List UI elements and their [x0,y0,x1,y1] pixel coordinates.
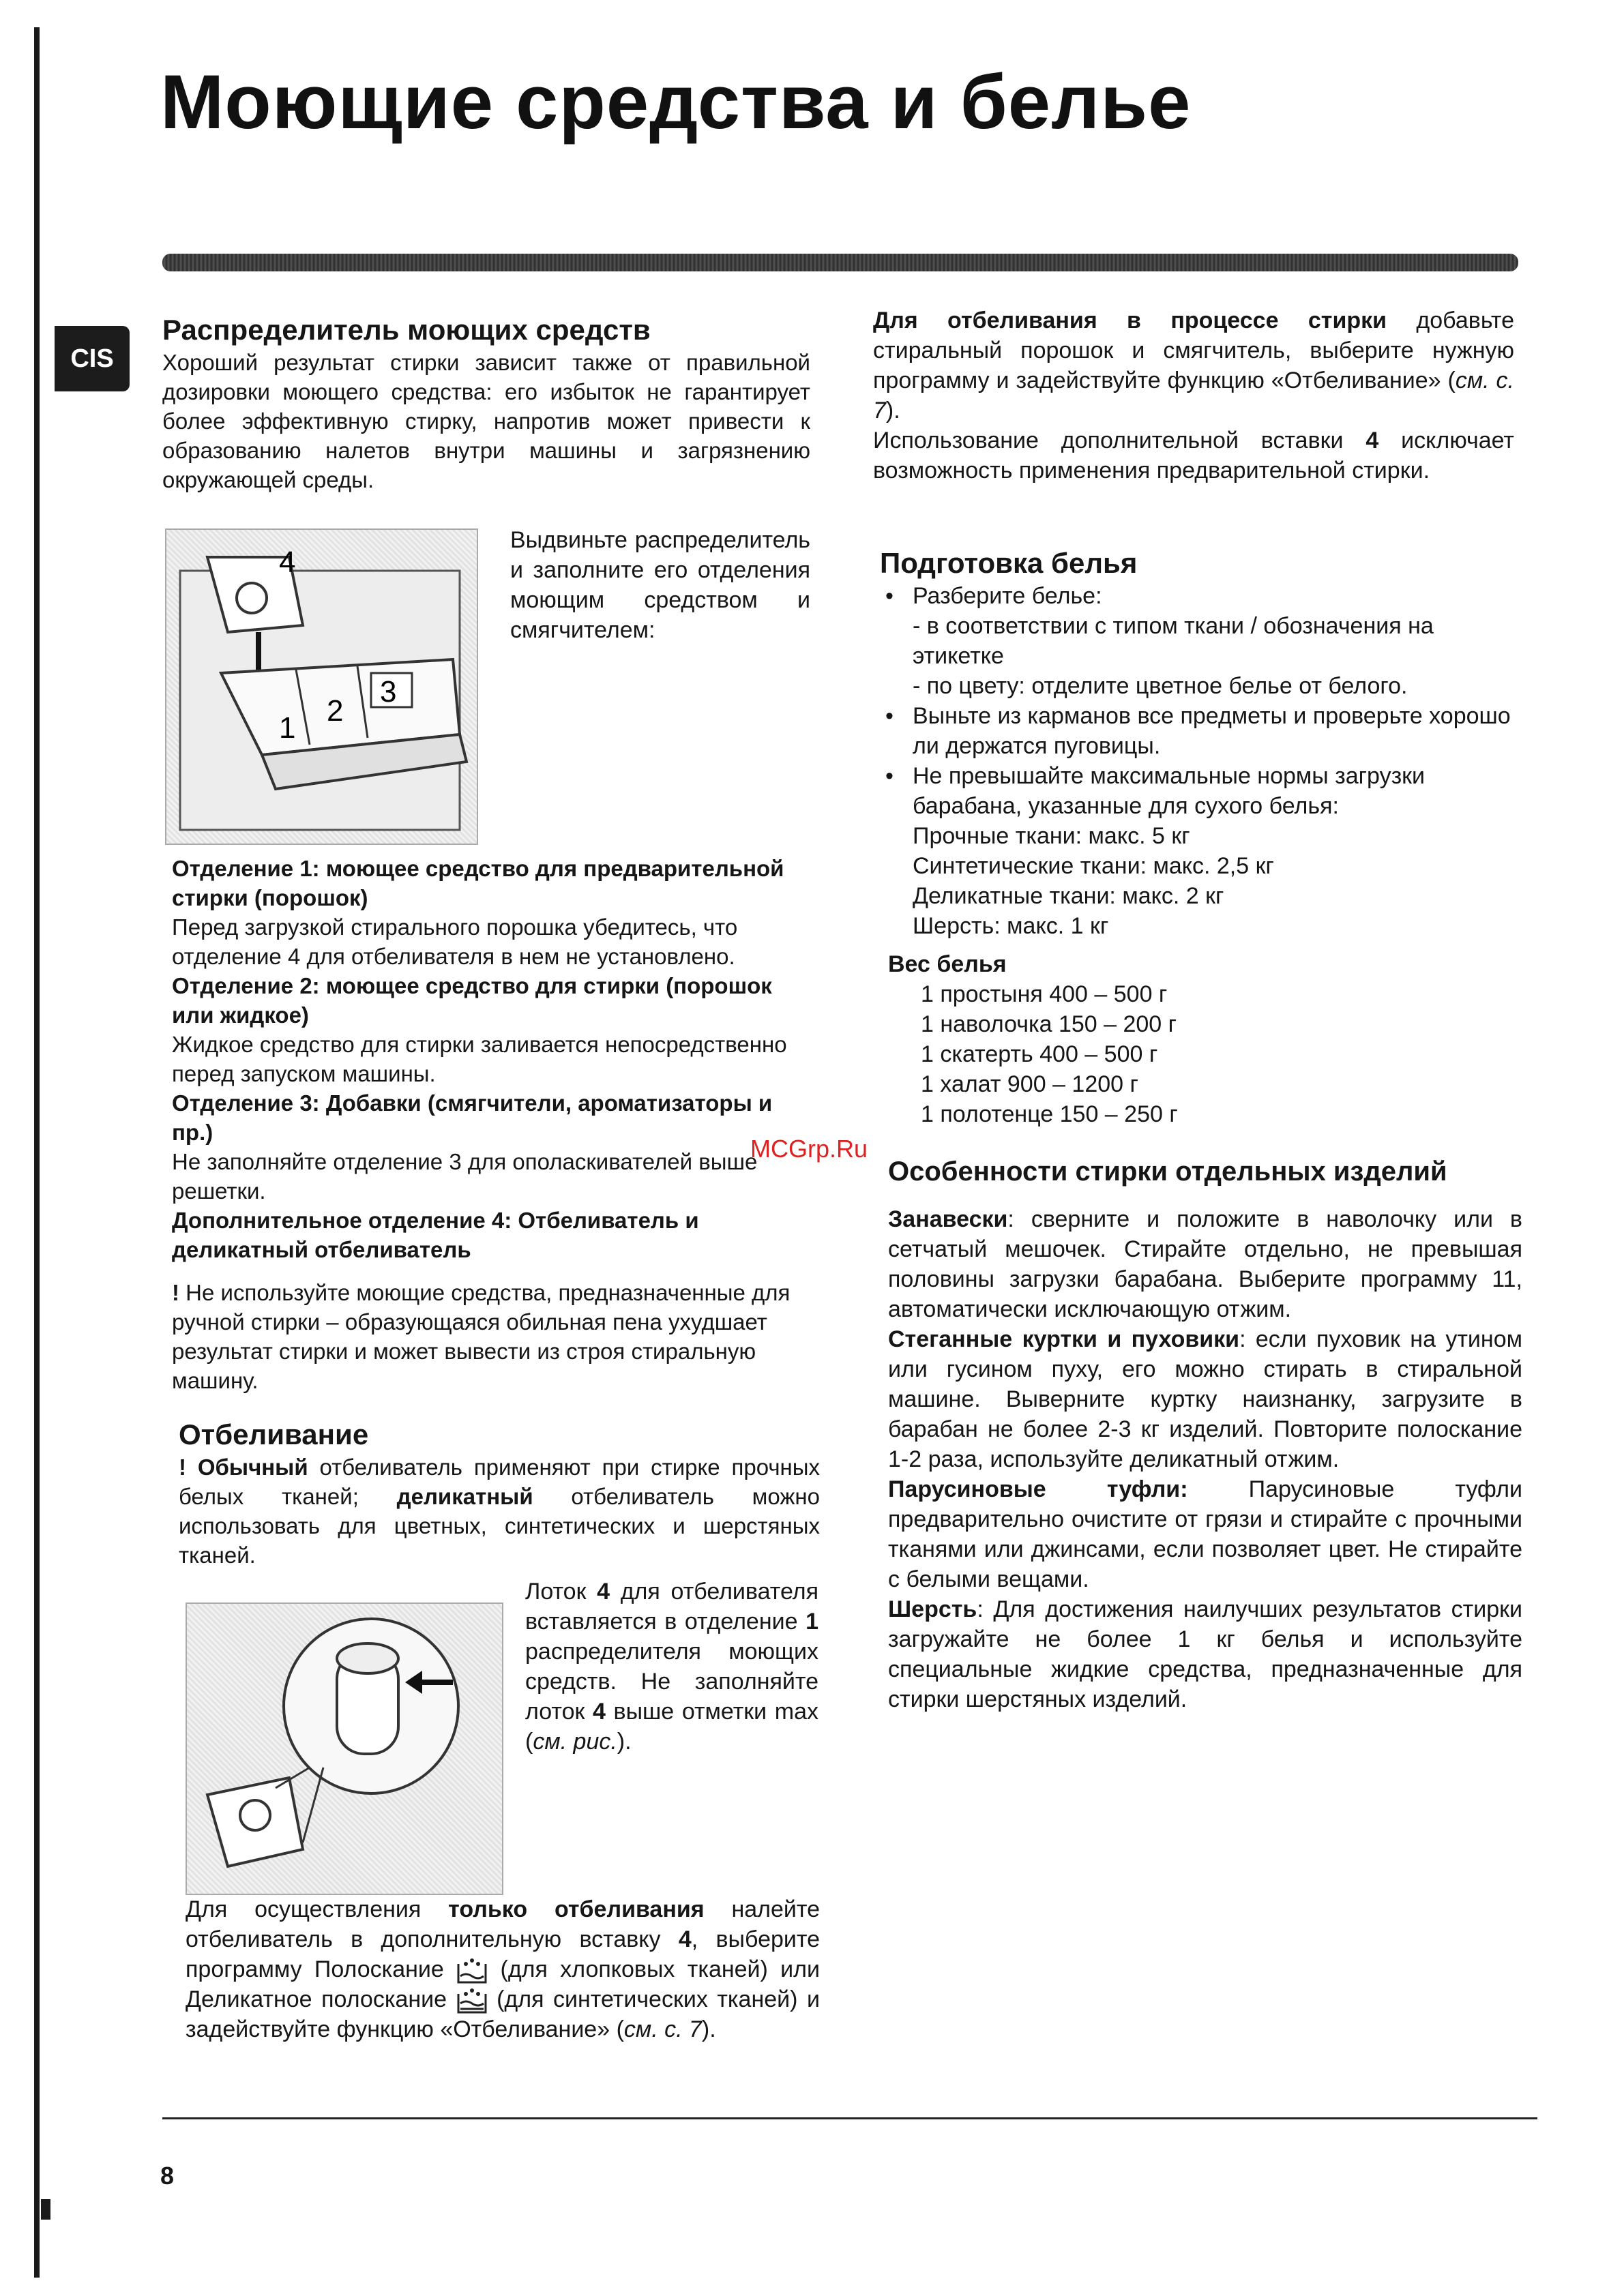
special-wool: Шерсть: Для достижения наилучших результатов стирки загружайте не более 1 кг белья и используйте специальные жидкие средства, предназначенные для стирки шерстяных изделий. [888,1596,1522,1712]
title-rule [162,254,1518,271]
special-section [888,1154,1522,1714]
tray-side-text: Лоток 4 для отбеливателя вставляется в отделение 1 распределителя моющих средств. Не заполняйте лоток 4 выше отметки max (см. рис.). [525,1579,818,1755]
bleach-section [179,1417,820,1570]
weight-item: 1 наволочка 150 – 200 г [921,1011,1177,1037]
label-2: 2 [327,694,344,728]
weight-item: 1 скатерть 400 – 500 г [921,1041,1158,1067]
comp2-title: Отделение 2: моющее средство для стирки (порошок или жидкое) [172,973,772,1028]
warning-icon: ! [172,1280,179,1305]
warning-paragraph [172,1278,813,1395]
label-4: 4 [279,546,296,579]
dispenser-drawing [166,530,477,844]
bleach-warning-icon: ! [179,1455,186,1480]
bleach-tray-drawing [187,1604,502,1894]
prep-item-loads: • Не превышайте максимальные нормы загрузки барабана, указанные для сухого белья: Прочные ткани: макс. 5 кг Синтетические ткани: макс. 2,5 кг Деликатные ткани: макс. 2 кг Шерсть: макс. 1 кг [913,761,1521,941]
comp3-text: Не заполняйте отделение 3 для ополаскивателей выше решетки. [172,1149,758,1204]
label-3: 3 [380,675,397,709]
page-edge-bar [34,27,40,2278]
special-jackets: Стеганные куртки и пуховики: если пуховик на утином или гусином пуху, его можно стирать в стиральной машине. Выверните куртку наизнанку, загрузите в барабан не более 2-3 кг изделий. Повторите полоскание 1-2 раза, используйте деликатный отжим. [888,1326,1522,1472]
warning-text: Не используйте моющие средства, предназначенные для ручной стирки – образующаяся обильная пена ухудшает результат стирки и может вывести из строя стиральную машину. [172,1280,791,1393]
bleach-heading: Отбеливание [179,1418,369,1450]
load-item: Шерсть: макс. 1 кг [913,913,1109,939]
rinse-icon [456,1957,488,1984]
left-column [162,312,810,494]
compartments-block [172,854,813,1395]
delicate-rinse-icon [456,1987,488,2014]
weight-item: 1 полотенце 150 – 250 г [921,1101,1178,1127]
watermark: MCGrp.Ru [750,1135,868,1163]
page-edge-mark [41,2199,50,2220]
comp1-text: Перед загрузкой стирального порошка убедитесь, что отделение 4 для отбеливателя в нем не установлено. [172,914,738,969]
prep-item-pockets: • Выньте из карманов все предметы и проверьте хорошо ли держатся пуговицы. [913,701,1521,761]
special-heading: Особенности стирки отдельных изделий [888,1157,1447,1187]
region-badge: CIS [55,326,130,391]
bleach-during-wash: Для отбеливания в процессе стирки добавьте стиральный порошок и смягчитель, выберите нужную программу и задействуйте функцию «Отбеливание» (см. с. 7). Использование дополнительной вставки 4 исключает возможность применения предварительной стирки. [873,308,1514,483]
prep-item-sort: • Разберите белье: - в соответствии с типом ткани / обозначения на этикетке - по цвету: отделите цветное белье от белого. [913,581,1521,701]
special-curtains: Занавески: сверните и положите в наволочку или в сетчатый мешочек. Стирайте отдельно, не превышая половины загрузки барабана. Выберите программу 11, автоматически исключающую отжим. [888,1206,1522,1322]
load-item: Синтетические ткани: макс. 2,5 кг [913,853,1274,879]
load-item: Прочные ткани: макс. 5 кг [913,823,1190,849]
weight-heading: Вес белья [888,951,1007,977]
comp1-title: Отделение 1: моющее средство для предварительной стирки (порошок) [172,856,784,910]
bleach-intro: ! Обычный отбеливатель применяют при стирке прочных белых тканей; деликатный отбеливатель можно использовать для цветных, синтетических и шерстяных тканей. [179,1455,821,1568]
label-1: 1 [279,711,296,745]
page-title: Моющие средства и белье [160,59,1192,145]
footer-rule [162,2117,1537,2119]
only-bleach-text: Для осуществления только отбеливания налейте отбеливатель в дополнительную вставку 4, выберите программу Полоскание (для хлопковых тканей) или Деликатное полоскание (для синтетических тканей) и задействуйте функцию «Отбеливание» (см. с. 7). [186,1896,820,2043]
weight-section [888,949,1502,1129]
dispenser-intro: Хороший результат стирки зависит также от правильной дозировки моющего средства: его избыток не гарантирует более эффективную стирку, напротив может привести к образованию налетов внутри машины и загрязнению окружающей среды. [162,350,810,492]
bleach-tray-figure [186,1602,503,1895]
dispenser-side-text: Выдвиньте распределитель и заполните его отделения моющим средством и смягчителем: [510,527,810,643]
load-item: Деликатные ткани: макс. 2 кг [913,883,1224,909]
comp4-title: Дополнительное отделение 4: Отбеливатель и деликатный отбеливатель [172,1208,699,1262]
dispenser-figure [165,528,478,845]
page-number: 8 [160,2162,175,2190]
comp2-text: Жидкое средство для стирки заливается непосредственно перед запуском машины. [172,1032,787,1086]
special-shoes: Парусиновые туфли: Парусиновые туфли предварительно очистите от грязи и стирайте с прочными тканями или джинсами, если позволяет цвет. Не стирайте с белыми вещами. [888,1476,1522,1592]
weight-item: 1 простыня 400 – 500 г [921,981,1168,1007]
dispenser-heading: Распределитель моющих средств [162,314,651,346]
weight-item: 1 халат 900 – 1200 г [921,1071,1138,1097]
prep-heading: Подготовка белья [880,547,1138,579]
prep-section [880,546,1521,941]
comp3-title: Отделение 3: Добавки (смягчители, ароматизаторы и пр.) [172,1090,773,1145]
